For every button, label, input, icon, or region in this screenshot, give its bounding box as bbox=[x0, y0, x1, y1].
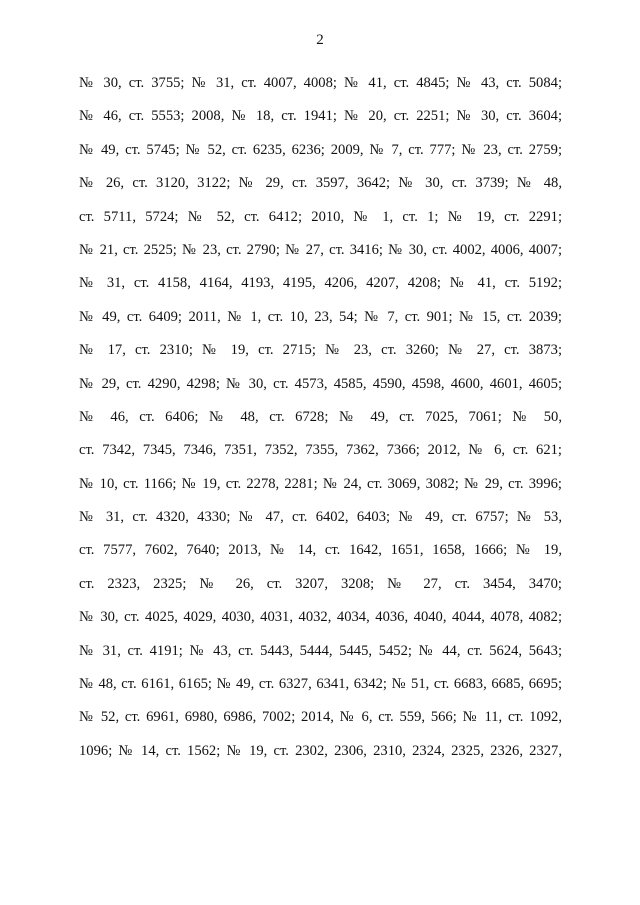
text-line: № 30, ст. 4025, 4029, 4030, 4031, 4032, 4034, 4036, 4040, 4044, 4078, 4082; bbox=[79, 609, 562, 626]
text-line: № 29, ст. 4290, 4298; № 30, ст. 4573, 4585, 4590, 4598, 4600, 4601, 4605; bbox=[79, 375, 562, 392]
body-text bbox=[79, 67, 562, 768]
text-line: № 52, ст. 6961, 6980, 6986, 7002; 2014, № 6, ст. 559, 566; № 11, ст. 1092, bbox=[79, 709, 562, 726]
text-line: ст. 5711, 5724; № 52, ст. 6412; 2010, № 1, ст. 1; № 19, ст. 2291; bbox=[79, 208, 562, 225]
text-line: № 26, ст. 3120, 3122; № 29, ст. 3597, 3642; № 30, ст. 3739; № 48, bbox=[79, 175, 562, 192]
text-line: № 48, ст. 6161, 6165; № 49, ст. 6327, 6341, 6342; № 51, ст. 6683, 6685, 6695; bbox=[79, 676, 562, 693]
text-line: № 46, ст. 6406; № 48, ст. 6728; № 49, ст. 7025, 7061; № 50, bbox=[79, 408, 562, 425]
text-line: 1096; № 14, ст. 1562; № 19, ст. 2302, 2306, 2310, 2324, 2325, 2326, 2327, bbox=[79, 742, 562, 759]
text-line: № 49, ст. 6409; 2011, № 1, ст. 10, 23, 54; № 7, ст. 901; № 15, ст. 2039; bbox=[79, 308, 562, 325]
text-line: ст. 7342, 7345, 7346, 7351, 7352, 7355, 7362, 7366; 2012, № 6, ст. 621; bbox=[79, 442, 562, 459]
text-line: № 30, ст. 3755; № 31, ст. 4007, 4008; № 41, ст. 4845; № 43, ст. 5084; bbox=[79, 75, 562, 91]
text-line: № 49, ст. 5745; № 52, ст. 6235, 6236; 2009, № 7, ст. 777; № 23, ст. 2759; bbox=[79, 141, 562, 158]
text-line: № 46, ст. 5553; 2008, № 18, ст. 1941; № 20, ст. 2251; № 30, ст. 3604; bbox=[79, 108, 562, 125]
text-line: № 10, ст. 1166; № 19, ст. 2278, 2281; № 24, ст. 3069, 3082; № 29, ст. 3996; bbox=[79, 475, 562, 492]
page-number: 2 bbox=[316, 32, 324, 48]
text-line: № 31, ст. 4191; № 43, ст. 5443, 5444, 5445, 5452; № 44, ст. 5624, 5643; bbox=[79, 642, 562, 659]
text-line: № 31, ст. 4158, 4164, 4193, 4195, 4206, 4207, 4208; № 41, ст. 5192; bbox=[79, 275, 562, 292]
text-line: № 31, ст. 4320, 4330; № 47, ст. 6402, 6403; № 49, ст. 6757; № 53, bbox=[79, 509, 562, 526]
text-line: № 17, ст. 2310; № 19, ст. 2715; № 23, ст. 3260; № 27, ст. 3873; bbox=[79, 342, 562, 359]
text-line: ст. 2323, 2325; № 26, ст. 3207, 3208; № 27, ст. 3454, 3470; bbox=[79, 575, 562, 592]
text-line: ст. 7577, 7602, 7640; 2013, № 14, ст. 1642, 1651, 1658, 1666; № 19, bbox=[79, 542, 562, 559]
text-line: № 21, ст. 2525; № 23, ст. 2790; № 27, ст. 3416; № 30, ст. 4002, 4006, 4007; bbox=[79, 241, 562, 258]
